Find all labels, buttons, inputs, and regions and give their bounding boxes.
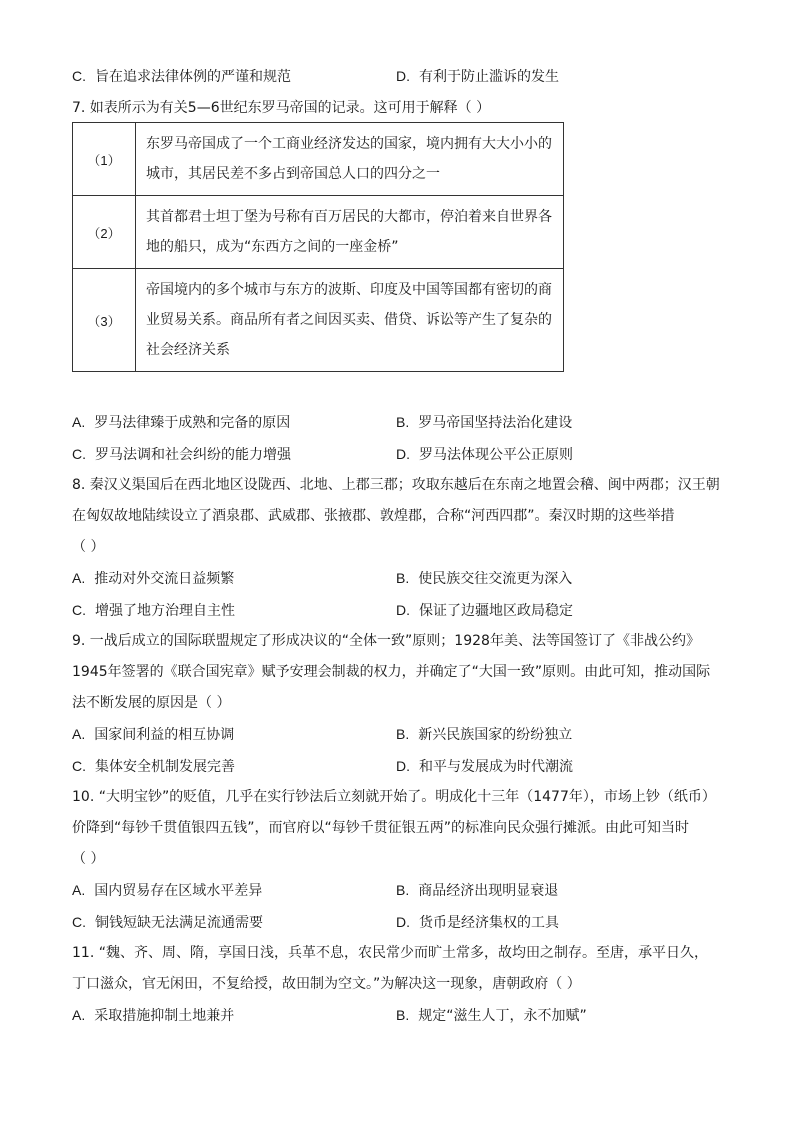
option-text: 规定“滋生人丁，永不加赋”: [418, 1008, 587, 1024]
q6-options-row-cd: [72, 66, 732, 86]
option-label: C.: [72, 914, 86, 930]
q9-stem-line: 9. 一战后成立的国际联盟规定了形成决议的“全体一致”原则；1928年美、法等国签订了《非战公约》: [72, 633, 700, 649]
q7-option-a[interactable]: [72, 412, 290, 433]
q10-answer-bracket: （ ）: [72, 851, 105, 867]
table-row: [73, 196, 564, 269]
option-text: 罗马法律臻于成熟和完备的原因: [94, 415, 291, 431]
row-text-line: 社会经济关系: [146, 342, 230, 358]
q11-option-b[interactable]: [396, 1005, 587, 1026]
q6-option-c[interactable]: [72, 66, 291, 87]
option-label: D.: [396, 602, 410, 618]
option-label: A.: [72, 726, 86, 742]
option-label: B.: [396, 726, 410, 742]
option-text: 推动对外交流日益频繁: [94, 571, 235, 587]
q10-option-b[interactable]: [396, 880, 558, 901]
q10-options-row-cd: [72, 912, 732, 932]
q8-answer-bracket: （ ）: [72, 539, 105, 555]
option-text: 商品经济出现明显衰退: [418, 883, 559, 899]
option-text: 新兴民族国家的纷纷独立: [418, 727, 573, 743]
q7-option-d[interactable]: [396, 444, 573, 465]
option-text: 国内贸易存在区域水平差异: [94, 883, 263, 899]
q8-option-a[interactable]: [72, 568, 234, 589]
q7-stem: 7. 如表所示为有关5—6世纪东罗马帝国的记录。这可用于解释（ ）: [72, 100, 491, 116]
row-text: [136, 123, 564, 196]
row-text-line: 帝国境内的多个城市与东方的波斯、印度及中国等国都有密切的商: [146, 282, 552, 298]
q9-option-b[interactable]: [396, 724, 572, 745]
option-text: 罗马法体现公平公正原则: [419, 447, 573, 463]
option-text: 货币是经济集权的工具: [419, 915, 559, 931]
q8-options-row-ab: [72, 568, 732, 588]
option-text: 采取措施抑制土地兼并: [94, 1008, 235, 1024]
q9-stem-line: 法不断发展的原因是（ ）: [72, 695, 231, 711]
option-text: 使民族交往交流更为深入: [418, 571, 573, 587]
table-row: [73, 269, 564, 372]
option-label: B.: [396, 414, 410, 430]
option-text: 集体安全机制发展完善: [95, 759, 235, 775]
q9-option-a[interactable]: [72, 724, 234, 745]
q10-stem-line: 10. “大明宝钞”的贬值，几乎在实行钞法后立刻就开始了。明成化十三年（1477年），市场上钞（纸币）: [72, 789, 716, 805]
q10-option-c[interactable]: [72, 912, 263, 933]
q9-stem-line: 1945年签署的《联合国宪章》赋予安理会制裁的权力，并确定了“大国一致”原则。由此可知，推动国际: [72, 664, 711, 680]
option-text: 和平与发展成为时代潮流: [419, 759, 573, 775]
q9-option-c[interactable]: [72, 756, 235, 777]
row-text-line: 东罗马帝国成了一个工商业经济发达的国家，境内拥有大大小小的: [146, 136, 552, 152]
q9-option-d[interactable]: [396, 756, 573, 777]
option-text: 铜钱短缺无法满足流通需要: [95, 915, 263, 931]
option-label: A.: [72, 570, 86, 586]
option-label: A.: [72, 1007, 86, 1023]
q11-options-row-ab: [72, 1005, 732, 1025]
option-label: A.: [72, 414, 86, 430]
q7-records-table: [72, 122, 564, 372]
q6-option-d[interactable]: [396, 66, 559, 87]
option-label: C.: [72, 68, 86, 84]
option-text: 罗马法调和社会纠纷的能力增强: [95, 447, 291, 463]
option-label: D.: [396, 68, 410, 84]
option-label: D.: [396, 758, 410, 774]
option-label: C.: [72, 758, 86, 774]
option-text: 有利于防止滥诉的发生: [419, 69, 559, 85]
q8-stem-line: 8. 秦汉义渠国后在西北地区设陇西、北地、上郡三郡；攻取东越后在东南之地置会稽、闽中两郡；汉王朝: [72, 477, 720, 493]
option-label: D.: [396, 914, 410, 930]
q7-option-c[interactable]: [72, 444, 291, 465]
q8-options-row-cd: [72, 600, 732, 620]
q11-stem-line: 11. “魏、齐、周、隋，享国日浅，兵革不息，农民常少而旷土常多，故均田之制存。至唐，承平日久，: [72, 945, 708, 961]
option-label: B.: [396, 882, 410, 898]
option-label: A.: [72, 882, 86, 898]
option-text: 罗马帝国坚持法治化建设: [418, 415, 573, 431]
option-label: B.: [396, 1007, 410, 1023]
q7-options-row-ab: [72, 412, 732, 432]
q10-option-a[interactable]: [72, 880, 262, 901]
row-text: [136, 269, 564, 372]
q8-option-c[interactable]: [72, 600, 235, 621]
q11-stem-line: 丁口滋众，官无闲田，不复给授，故田制为空文。”为解决这一现象，唐朝政府（ ）: [72, 976, 581, 992]
q7-options-row-cd: [72, 444, 732, 464]
row-text-line: 其首都君士坦丁堡为号称有百万居民的大都市，停泊着来自世界各: [146, 209, 552, 225]
q10-options-row-ab: [72, 880, 732, 900]
option-text: 国家间利益的相互协调: [94, 727, 235, 743]
row-number: （3）: [73, 269, 136, 372]
option-text: 增强了地方治理自主性: [95, 603, 235, 619]
option-label: C.: [72, 446, 86, 462]
option-label: C.: [72, 602, 86, 618]
option-text: 保证了边疆地区政局稳定: [419, 603, 573, 619]
row-number: （1）: [73, 123, 136, 196]
row-number: （2）: [73, 196, 136, 269]
q9-options-row-cd: [72, 756, 732, 776]
row-text-line: 业贸易关系。商品所有者之间因买卖、借贷、诉讼等产生了复杂的: [146, 312, 552, 328]
table-row: [73, 123, 564, 196]
q8-stem-line: 在匈奴故地陆续设立了酒泉郡、武威郡、张掖郡、敦煌郡，合称“河西四郡”。秦汉时期的这些举措: [72, 508, 675, 524]
q7-option-b[interactable]: [396, 412, 572, 433]
row-text: [136, 196, 564, 269]
q10-stem-line: 价降到“每钞千贯值银四五钱”，而官府以“每钞千贯征银五两”的标准向民众强行摊派。由此可知当时: [72, 820, 690, 836]
option-label: B.: [396, 570, 410, 586]
q8-option-d[interactable]: [396, 600, 573, 621]
row-text-line: 城市，其居民差不多占到帝国总人口的四分之一: [146, 166, 440, 182]
row-text-line: 地的船只，成为“东西方之间的一座金桥”: [146, 239, 399, 255]
option-label: D.: [396, 446, 410, 462]
q11-option-a[interactable]: [72, 1005, 234, 1026]
option-text: 旨在追求法律体例的严谨和规范: [95, 69, 291, 85]
q8-option-b[interactable]: [396, 568, 572, 589]
q9-options-row-ab: [72, 724, 732, 744]
q10-option-d[interactable]: [396, 912, 559, 933]
